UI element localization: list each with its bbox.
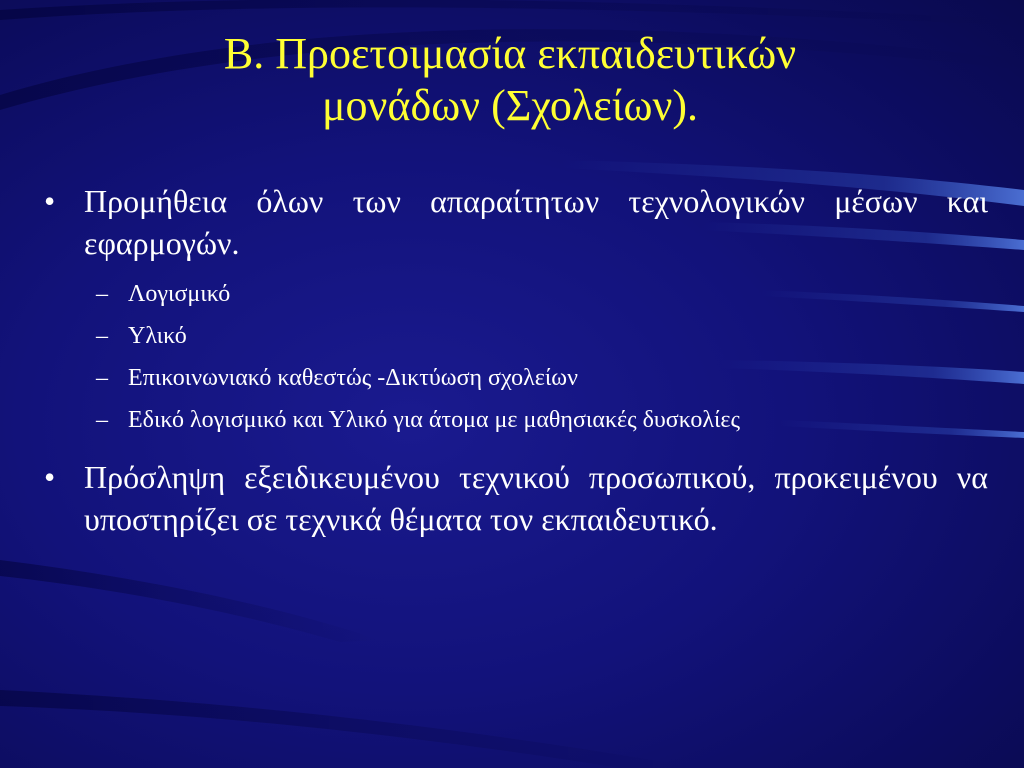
bullet-text: Πρόσληψη εξειδικευμένου τεχνικού προσωπικού, προκειμένου να υποστηρίζει σε τεχνικά θέματα τον εκπαιδευτικό. bbox=[84, 459, 988, 537]
sub-bullet-item bbox=[44, 320, 988, 352]
sub-bullet-text: Επικοινωνιακό καθεστώς -Δικτύωση σχολείων bbox=[128, 365, 578, 391]
sub-bullet-marker: – bbox=[96, 407, 108, 433]
sub-bullet-marker: – bbox=[96, 365, 108, 391]
bullet-item bbox=[44, 456, 988, 540]
sub-bullet-marker: – bbox=[96, 281, 108, 307]
sub-bullet-text: Υλικό bbox=[128, 323, 187, 349]
sub-bullet-item bbox=[44, 278, 988, 310]
sub-bullet-item bbox=[44, 362, 988, 394]
sub-bullet-marker: – bbox=[96, 323, 108, 349]
slide-title bbox=[60, 28, 960, 132]
sub-bullet-text: Εδικό λογισμικό και Υλικό για άτομα με μαθησιακές δυσκολίες bbox=[128, 407, 740, 433]
title-line-2: μονάδων (Σχολείων). bbox=[321, 81, 699, 130]
title-line-1: Β. Προετοιμασία εκπαιδευτικών bbox=[223, 29, 797, 78]
bullet-text: Προμήθεια όλων των απαραίτητων τεχνολογικών μέσων και εφαρμογών. bbox=[84, 183, 988, 261]
sub-bullet-item bbox=[44, 404, 988, 436]
bullet-list bbox=[44, 180, 988, 540]
sub-bullet-text: Λογισμικό bbox=[128, 281, 231, 307]
bullet-item bbox=[44, 180, 988, 264]
bullet-marker: • bbox=[44, 459, 56, 495]
bullet-marker: • bbox=[44, 183, 56, 219]
